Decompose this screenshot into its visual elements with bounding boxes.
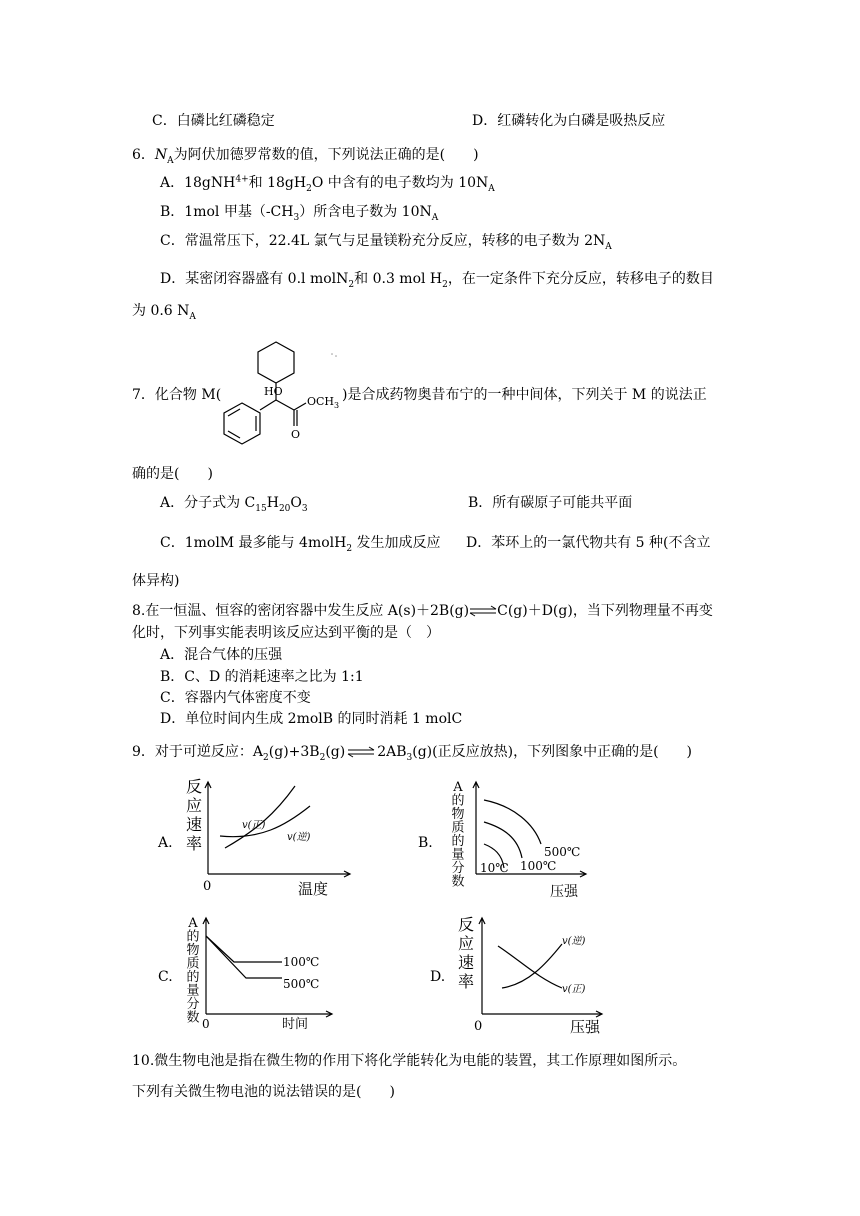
y-label-char: A bbox=[453, 780, 463, 795]
mol-och3-label: $OCH_3$ bbox=[307, 395, 340, 410]
graph-c-y-label bbox=[186, 916, 199, 1026]
q7-option-c: C．1molM 最多能与 4molH$_2$ 发生加成反应 bbox=[160, 535, 441, 554]
q10-stem: 10.微生物电池是指在微生物的作用下将化学能转化为电能的装置，其工作原理如图所示。 bbox=[132, 1053, 687, 1069]
graph-d-origin: 0 bbox=[474, 1019, 483, 1034]
graph-a bbox=[180, 776, 360, 900]
y-label-char: 应 bbox=[457, 934, 475, 953]
q7-option-a: A．分子式为 $C_{15}H_{20}O_3$ bbox=[160, 495, 308, 514]
y-label-char: 应 bbox=[185, 796, 203, 815]
y-label-char: 分 bbox=[186, 997, 200, 1012]
q8-option-b: B．C、D 的消耗速率之比为 1:1 bbox=[160, 669, 364, 685]
q6-option-b: B．1mol 甲基$(-CH_3)$所含电子数为 $10N_A$ bbox=[160, 204, 439, 223]
y-label-char: 反 bbox=[185, 777, 203, 796]
y-label-char: A bbox=[188, 916, 198, 931]
graph-b bbox=[446, 778, 596, 900]
y-label-char: 率 bbox=[185, 834, 203, 853]
equilibrium-arrow-icon bbox=[347, 746, 375, 758]
y-label-char: 的 bbox=[451, 793, 465, 809]
y-label-char: 质 bbox=[451, 820, 465, 836]
graph-b-y-label bbox=[451, 780, 464, 890]
q8-option-a: A．混合气体的压强 bbox=[160, 647, 283, 663]
q6-stem: 6．$N_A$为阿伏加德罗常数的值，下列说法正确的是( ) bbox=[132, 147, 479, 166]
graph-d-curve2-label: v(正) bbox=[562, 984, 586, 995]
y-label-char: 的 bbox=[451, 834, 465, 849]
y-label-char: 数 bbox=[451, 874, 465, 890]
y-label-char: 的 bbox=[186, 929, 200, 945]
graph-a-y-label bbox=[186, 777, 202, 853]
graph-b-100c: 100℃ bbox=[520, 859, 557, 873]
q9-stem: 9．对于可逆反应：$A_2(g)+3B_2(g)$ $2AB_3(g)$(正反应放热)，下列图象中正确的是( ) bbox=[132, 744, 692, 763]
graph-d-x-label: 压强 bbox=[570, 1018, 601, 1036]
y-label-char: 率 bbox=[457, 972, 475, 991]
mol-ho-label: HO bbox=[264, 385, 283, 398]
q6-option-c: C．常温常压下，22.4L 氯气与足量镁粉充分反应，转移的电子数为 $2N_A$ bbox=[160, 233, 612, 252]
graph-a-curve1-label: v(正) bbox=[242, 820, 266, 831]
q5-option-d: D．红磷转化为白磷是吸热反应 bbox=[472, 113, 666, 129]
graph-a-origin: 0 bbox=[203, 879, 212, 894]
graph-a-curve2-label: v(逆) bbox=[287, 832, 311, 843]
y-label-char: 量 bbox=[186, 983, 200, 999]
graph-c-label: C. bbox=[158, 969, 173, 985]
y-label-char: 物 bbox=[186, 943, 200, 958]
graph-b-x-label: 压强 bbox=[550, 884, 578, 900]
q7-stem-a: 7．化合物 M( bbox=[132, 387, 222, 403]
graph-a-label: A. bbox=[158, 835, 173, 851]
graph-c-x-label: 时间 bbox=[282, 1017, 309, 1032]
compound-m-structure bbox=[212, 340, 348, 448]
q7-stem-cont: 确的是( ) bbox=[132, 466, 213, 482]
q6-option-d: D．某密闭容器盛有 0.l molN$_2$和 0.3 mol $H_2$，在一定条件下充分反应，转移电子的数目 bbox=[160, 271, 714, 290]
graph-d-y-label bbox=[458, 915, 474, 991]
y-label-char: 的 bbox=[186, 970, 200, 985]
graph-c bbox=[182, 914, 342, 1036]
y-label-char: 分 bbox=[451, 861, 465, 876]
graph-b-label: B. bbox=[418, 835, 433, 851]
y-label-char: 质 bbox=[186, 956, 200, 972]
dots-decoration bbox=[331, 353, 337, 357]
equilibrium-arrow-icon bbox=[469, 605, 497, 617]
y-label-char: 速 bbox=[185, 815, 203, 834]
q8-option-c: C．容器内气体密度不变 bbox=[160, 690, 311, 706]
y-label-char: 反 bbox=[457, 915, 475, 934]
mol-o-label: O bbox=[291, 428, 301, 441]
q8-stem-cont: 化时，下列事实能表明该反应达到平衡的是（ ） bbox=[132, 625, 440, 641]
y-label-char: 速 bbox=[457, 953, 475, 972]
y-label-char: 数 bbox=[186, 1010, 200, 1026]
graph-d-curve1-label: v(逆) bbox=[562, 936, 586, 947]
graph-b-500c: 500℃ bbox=[544, 845, 581, 859]
q7-option-d-cont: 体异构) bbox=[132, 573, 180, 589]
q10-stem-cont: 下列有关微生物电池的说法错误的是( ) bbox=[132, 1084, 395, 1100]
graph-c-100c: 100℃ bbox=[283, 955, 320, 969]
graph-d-label: D. bbox=[430, 969, 446, 985]
q5-option-c: C．白磷比红磷稳定 bbox=[152, 113, 275, 129]
q8-option-d: D．单位时间内生成 2molB 的同时消耗 1 molC bbox=[160, 711, 463, 727]
q7-option-b: B．所有碳原子可能共平面 bbox=[468, 495, 633, 511]
q6-option-a: A．18gNH$^{4+}$和 $18gH_2O$ 中含有的电子数均为 $10N_A$ bbox=[160, 174, 495, 194]
q6-option-d-cont: 为 0.6 $N_A$ bbox=[132, 303, 196, 322]
graph-c-origin: 0 bbox=[202, 1017, 210, 1031]
graph-d bbox=[452, 914, 612, 1036]
graph-c-500c: 500℃ bbox=[283, 977, 320, 991]
q8-stem: 8.在一恒温、恒容的密闭容器中发生反应 A(s)＋2B(g) C(g)＋D(g)，当下列物理量不再变 bbox=[132, 603, 713, 619]
y-label-char: 物 bbox=[451, 807, 465, 822]
graph-a-x-label: 温度 bbox=[298, 880, 329, 898]
y-label-char: 量 bbox=[451, 847, 465, 863]
q7-option-d: D．苯环上的一氯代物共有 5 种(不含立 bbox=[466, 535, 711, 551]
graph-b-10c: 10℃ bbox=[480, 861, 509, 875]
q7-stem-b: )是合成药物奥昔布宁的一种中间体，下列关于 M 的说法正 bbox=[342, 387, 707, 403]
